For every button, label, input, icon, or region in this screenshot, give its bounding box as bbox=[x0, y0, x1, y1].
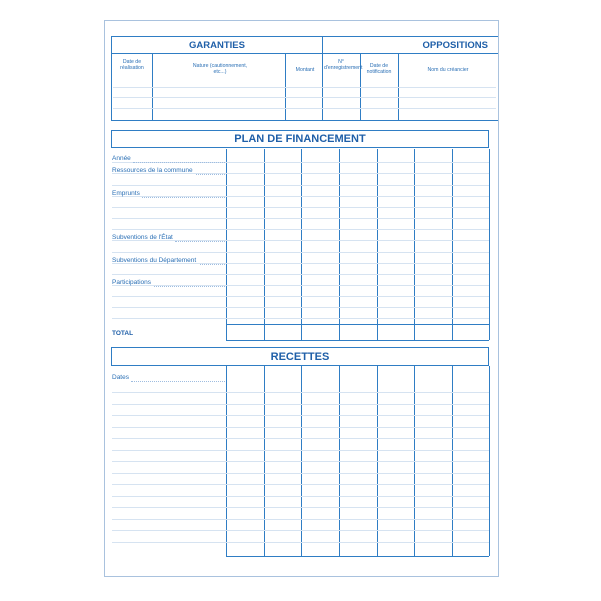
row-rule bbox=[112, 404, 489, 405]
col-date-notification: Date de notification bbox=[366, 63, 392, 75]
row-rule bbox=[112, 427, 489, 428]
plan-col-sep bbox=[339, 149, 340, 340]
oppositions-header bbox=[322, 36, 498, 54]
dot-leader bbox=[175, 241, 225, 242]
row-rule bbox=[112, 296, 489, 297]
plan-title: PLAN DE FINANCEMENT bbox=[234, 133, 366, 145]
row-rule bbox=[112, 542, 489, 543]
row-rule bbox=[113, 87, 496, 88]
row-rule bbox=[112, 519, 489, 520]
recettes-col-sep bbox=[489, 366, 490, 556]
recettes-header bbox=[111, 347, 489, 366]
row-rule bbox=[112, 507, 489, 508]
row-rule bbox=[112, 415, 489, 416]
row-rule bbox=[112, 207, 489, 208]
plan-col-sep bbox=[377, 149, 378, 340]
plan-grid bbox=[111, 148, 489, 341]
row-rule bbox=[112, 185, 489, 186]
recettes-bottom-line bbox=[226, 556, 489, 557]
row-rule bbox=[112, 274, 489, 275]
col-num-enregistrement: N° d'enregistrement bbox=[324, 59, 363, 71]
col-nature: Nature (cautionnement, etc...) bbox=[192, 63, 248, 75]
plan-col-sep bbox=[226, 149, 227, 340]
plan-col-sep bbox=[301, 149, 302, 340]
label-emprunts: Emprunts bbox=[112, 190, 140, 197]
dot-leader bbox=[131, 381, 225, 382]
row-rule bbox=[112, 218, 489, 219]
row-rule bbox=[112, 318, 489, 319]
label-annee: Année bbox=[112, 155, 131, 162]
row-rule bbox=[112, 484, 489, 485]
plan-header bbox=[111, 130, 489, 148]
row-rule bbox=[112, 392, 489, 393]
plan-col-sep bbox=[452, 149, 453, 340]
col-montant: Montant bbox=[295, 67, 315, 73]
row-rule bbox=[112, 496, 489, 497]
label-total: TOTAL bbox=[112, 330, 134, 337]
row-rule bbox=[112, 530, 489, 531]
dot-leader bbox=[142, 197, 225, 198]
plan-col-sep bbox=[414, 149, 415, 340]
dot-leader bbox=[154, 286, 225, 287]
recettes-title: RECETTES bbox=[270, 350, 330, 363]
dot-leader bbox=[200, 264, 225, 265]
row-rule bbox=[112, 450, 489, 451]
label-ressources: Ressources de la commune bbox=[112, 167, 193, 174]
row-rule bbox=[113, 97, 496, 98]
plan-col-sep bbox=[264, 149, 265, 340]
row-rule bbox=[112, 229, 489, 230]
row-rule bbox=[112, 307, 489, 308]
row-rule bbox=[112, 461, 489, 462]
garanties-header bbox=[111, 36, 323, 54]
row-rule bbox=[112, 438, 489, 439]
row-rule bbox=[112, 473, 489, 474]
garanties-title: GARANTIES bbox=[189, 39, 245, 51]
label-subv-departement: Subventions du Département bbox=[112, 257, 197, 264]
total-top-line bbox=[226, 324, 489, 325]
col-date-realisation: Date de réalisation bbox=[120, 59, 144, 71]
total-bottom-line bbox=[226, 340, 489, 341]
label-participations: Participations bbox=[112, 279, 152, 286]
oppositions-title: OPPOSITIONS bbox=[422, 39, 488, 51]
label-dates: Dates bbox=[112, 374, 129, 381]
row-rule bbox=[112, 252, 489, 253]
dot-leader bbox=[133, 162, 225, 163]
plan-col-sep bbox=[489, 149, 490, 340]
label-subv-etat: Subventions de l'État bbox=[112, 234, 173, 241]
dot-leader bbox=[196, 174, 225, 175]
row-rule bbox=[113, 108, 496, 109]
col-nom-creancier: Nom du créancier bbox=[427, 67, 469, 73]
